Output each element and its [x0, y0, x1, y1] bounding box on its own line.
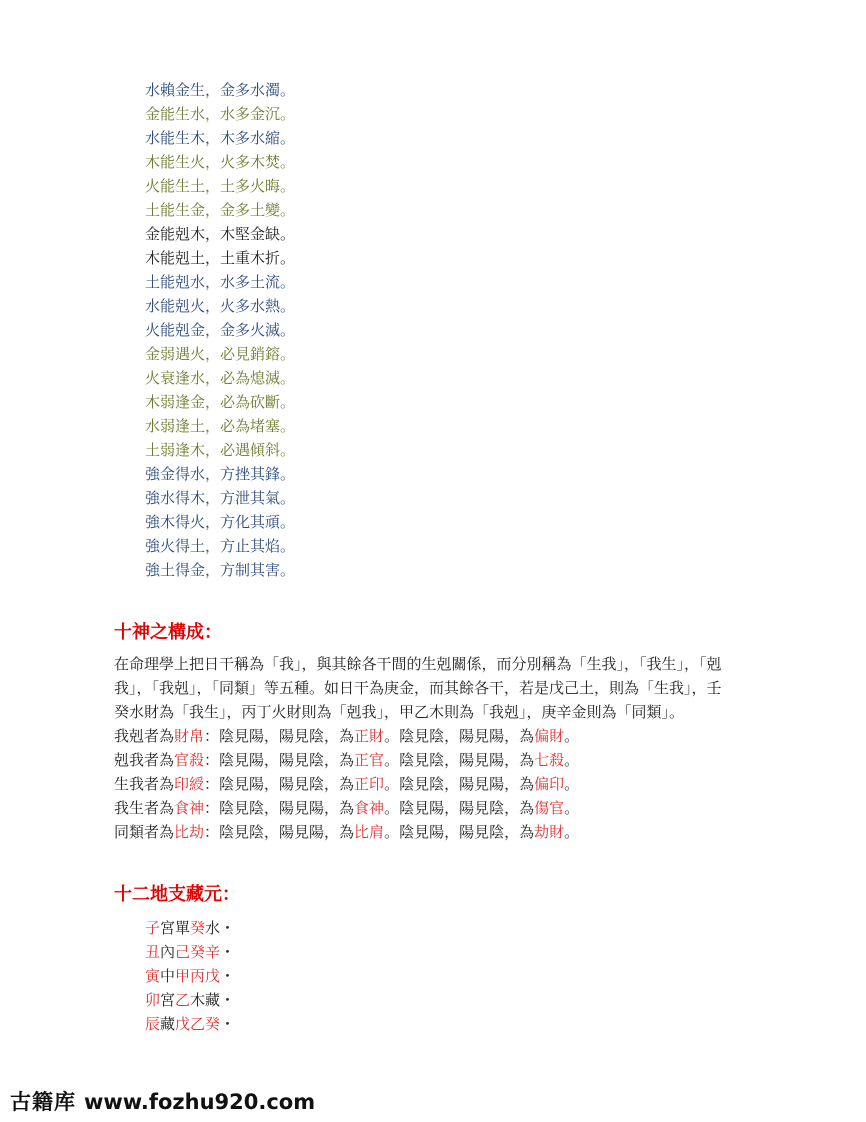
branches-heading: 十二地支藏元：: [114, 884, 240, 905]
branch-text: 宮: [160, 991, 176, 1009]
god-name: 正印: [354, 775, 385, 793]
paragraph-line: 癸水財為「我生」，丙丁火財則為「剋我」，甲乙木則為「我剋」，庚辛金則為「同類」。: [114, 703, 685, 721]
god-name: 正財: [354, 727, 385, 745]
row-rule: ：陰見陽，陽見陰，為: [204, 775, 355, 793]
verse-line: 火衰逢水，必為熄滅。: [145, 369, 296, 387]
verse-line: 水能剋火，火多水熱。: [145, 297, 296, 315]
branch-name: 寅: [145, 967, 161, 985]
row-rule: 。陰見陰，陽見陽，為: [384, 751, 535, 769]
verse-line: 金能生水，水多金沉。: [145, 105, 296, 123]
verse-line: 水賴金生，金多水濁。: [145, 81, 296, 99]
row-end: 。: [564, 799, 580, 817]
branch-row: [145, 1012, 235, 1036]
row-rule: ：陰見陰，陽見陽，為: [204, 823, 355, 841]
hidden-stems-list: [145, 916, 235, 1036]
verse-line: 強金得水，方挫其鋒。: [145, 465, 296, 483]
god-name: 偏印: [534, 775, 565, 793]
branch-text: ・: [220, 967, 236, 985]
branch-text: 中: [160, 967, 176, 985]
branch-text: 木藏・: [190, 991, 236, 1009]
site-name: 古籍库: [10, 1090, 76, 1114]
ten-gods-row: [114, 748, 579, 772]
god-name: 偏財: [534, 727, 565, 745]
paragraph-line: 我」，「我剋」，「同類」等五種。如日干為庚金，而其餘各干，若是戊己土，則為「生我」，壬: [114, 679, 722, 697]
row-rule: 。陰見陰，陽見陽，為: [384, 775, 535, 793]
branch-name: 卯: [145, 991, 161, 1009]
hidden-stems: 乙: [175, 991, 191, 1009]
category-term: 比劫: [174, 823, 205, 841]
ten-gods-row: [114, 724, 579, 748]
branch-text: ・: [220, 943, 236, 961]
row-rule: ：陰見陰，陽見陽，為: [204, 799, 355, 817]
verse-line: 火能剋金，金多火滅。: [145, 321, 296, 339]
verse-line: 金能剋木，木堅金缺。: [145, 225, 296, 243]
branch-text: ・: [220, 1015, 236, 1033]
ten-gods-intro-paragraph: [114, 652, 774, 724]
verse-line: 土能生金，金多土變。: [145, 201, 296, 219]
hidden-stems: 戊乙癸: [175, 1015, 221, 1033]
verse-line: 木能剋土，土重木折。: [145, 249, 296, 267]
branch-row: [145, 988, 235, 1012]
site-watermark: [10, 1086, 315, 1116]
verse-line: 強水得木，方泄其氣。: [145, 489, 296, 507]
god-name: 傷官: [534, 799, 565, 817]
category-term: 財帛: [174, 727, 205, 745]
hidden-stems: 癸: [190, 919, 206, 937]
category-term: 官殺: [174, 751, 205, 769]
ten-gods-row: [114, 796, 579, 820]
row-end: 。: [564, 751, 580, 769]
verse-line: 木能生火，火多木焚。: [145, 153, 296, 171]
row-prefix: 同類者為: [114, 823, 175, 841]
row-prefix: 剋我者為: [114, 751, 175, 769]
row-end: 。: [564, 823, 580, 841]
row-rule: 。陰見陽，陽見陰，為: [384, 799, 535, 817]
branch-name: 辰: [145, 1015, 161, 1033]
ten-gods-definition-list: [114, 724, 579, 844]
row-rule: ：陰見陽，陽見陰，為: [204, 727, 355, 745]
hidden-stems: 己癸辛: [175, 943, 221, 961]
verse-line: 金弱遇火，必見銷鎔。: [145, 345, 296, 363]
verse-line: 水能生木，木多水縮。: [145, 129, 296, 147]
hidden-stems: 甲丙戊: [175, 967, 221, 985]
ten-gods-row: [114, 772, 579, 796]
branch-row: [145, 940, 235, 964]
five-elements-verse-list: [145, 78, 295, 582]
row-prefix: 我生者為: [114, 799, 175, 817]
verse-line: 強木得火，方化其頑。: [145, 513, 296, 531]
row-end: 。: [564, 775, 580, 793]
row-rule: ：陰見陽，陽見陰，為: [204, 751, 355, 769]
god-name: 正官: [354, 751, 385, 769]
category-term: 食神: [174, 799, 205, 817]
paragraph-line: 在命理學上把日干稱為「我」，與其餘各干間的生剋關係，而分別稱為「生我」，「我生」，「剋: [114, 655, 722, 673]
branch-name: 子: [145, 919, 161, 937]
branch-text: 宮單: [160, 919, 191, 937]
branch-text: 內: [160, 943, 176, 961]
verse-line: 木弱逢金，必為砍斷。: [145, 393, 296, 411]
verse-line: 水弱逢土，必為堵塞。: [145, 417, 296, 435]
verse-line: 火能生土，土多火晦。: [145, 177, 296, 195]
site-url[interactable]: www.fozhu920.com: [84, 1090, 316, 1114]
god-name: 比肩: [354, 823, 385, 841]
ten-gods-row: [114, 820, 579, 844]
verse-line: 強火得土，方止其焰。: [145, 537, 296, 555]
category-term: 印綬: [174, 775, 205, 793]
row-end: 。: [564, 727, 580, 745]
god-name: 七殺: [534, 751, 565, 769]
god-name: 劫財: [534, 823, 565, 841]
row-rule: 。陰見陽，陽見陰，為: [384, 823, 535, 841]
branch-row: [145, 916, 235, 940]
verse-line: 強土得金，方制其害。: [145, 561, 296, 579]
row-rule: 。陰見陰，陽見陽，為: [384, 727, 535, 745]
ten-gods-heading: 十神之構成：: [114, 622, 222, 643]
verse-line: 土能剋水，水多土流。: [145, 273, 296, 291]
branch-text: 水・: [205, 919, 236, 937]
branch-text: 藏: [160, 1015, 176, 1033]
branch-name: 丑: [145, 943, 161, 961]
verse-line: 土弱逢木，必遇傾斜。: [145, 441, 296, 459]
branch-row: [145, 964, 235, 988]
row-prefix: 我剋者為: [114, 727, 175, 745]
god-name: 食神: [354, 799, 385, 817]
row-prefix: 生我者為: [114, 775, 175, 793]
